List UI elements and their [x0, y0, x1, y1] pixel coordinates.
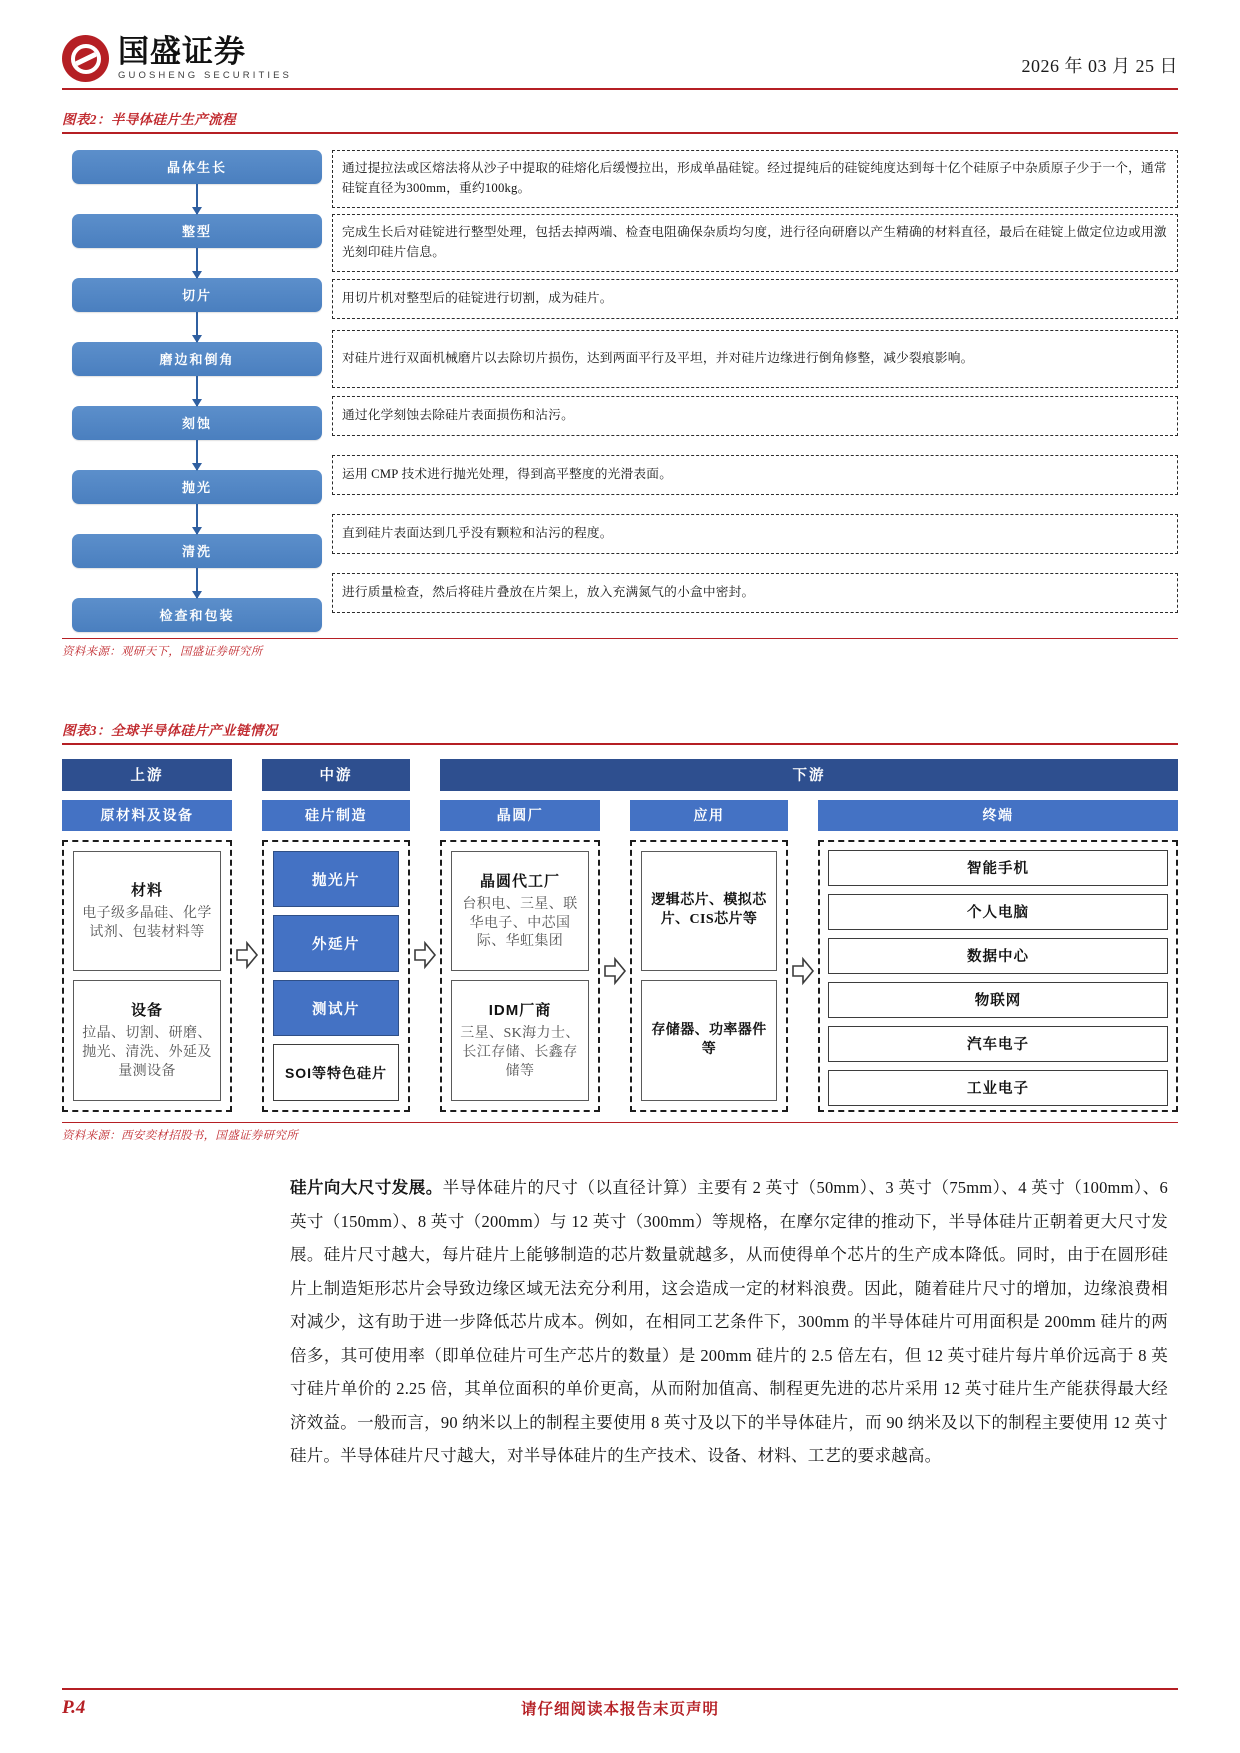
footer-row [62, 1697, 1178, 1719]
chain-column-application [630, 791, 788, 1112]
list-item: 数据中心 [828, 938, 1168, 974]
flow-step-description: 用切片机对整型后的硅锭进行切割，成为硅片。 [332, 279, 1178, 319]
flow-step-description: 通过化学刻蚀去除硅片表面损伤和沾污。 [332, 396, 1178, 436]
figure-2-title: 图表2：半导体硅片生产流程 [62, 112, 236, 127]
flow-step-box: 整型 [72, 214, 322, 248]
application-group [630, 840, 788, 1112]
flow-step-box: 切片 [72, 278, 322, 312]
terminal-group [818, 840, 1178, 1112]
card-test-wafer: 测试片 [273, 980, 399, 1037]
list-item: 个人电脑 [828, 894, 1168, 930]
wafer-production-flowchart [62, 134, 1178, 638]
card-title: 设备 [130, 1002, 163, 1020]
card-foundry [451, 851, 589, 972]
terminal-list [828, 850, 1168, 1106]
list-item: 汽车电子 [828, 1026, 1168, 1062]
page-footer [62, 1688, 1178, 1719]
card-text: 电子级多晶硅、化学试剂、包装材料等 [82, 906, 212, 941]
flow-arrow-icon [196, 376, 198, 406]
flow-arrow-icon [196, 248, 198, 278]
segment-band-application: 应用 [630, 800, 788, 831]
flow-step-description: 直到硅片表面达到几乎没有颗粒和沾污的程度。 [332, 514, 1178, 554]
fab-group [440, 840, 600, 1112]
flow-step-description: 通过提拉法或区熔法将从沙子中提取的硅熔化后缓慢拉出，形成单晶硅锭。经过提纯后的硅锭纯度达到每十亿个硅原子中杂质原子少于一个，通常硅锭直径为300mm，重约100kg。 [332, 150, 1178, 208]
upstream-group [62, 840, 232, 1112]
downstream-subcolumns [440, 791, 1178, 1112]
card-text: 台积电、三星、联华电子、中芯国际、华虹集团 [462, 896, 578, 950]
flow-step-box: 晶体生长 [72, 150, 322, 184]
flow-step-box: 磨边和倒角 [72, 342, 322, 376]
card-text: 拉晶、切割、研磨、抛光、清洗、外延及量测设备 [82, 1026, 212, 1079]
segment-band-raw-materials: 原材料及设备 [62, 800, 232, 831]
card-text: 存储器、功率器件等 [651, 1022, 767, 1057]
figure-3-source: 资料来源：西安奕材招股书，国盛证券研究所 [62, 1130, 298, 1143]
flowchart-step-column [62, 150, 332, 632]
report-date: 2026 年 03 月 25 日 [1021, 56, 1178, 76]
chevron-right-icon [410, 940, 440, 970]
flow-arrow-icon [196, 312, 198, 342]
flow-arrow-icon [196, 440, 198, 470]
header-divider [62, 88, 1178, 90]
card-epitaxial-wafer: 外延片 [273, 915, 399, 972]
figure-2 [62, 108, 1178, 659]
flow-step-description: 对硅片进行双面机械磨片以去除切片损伤，达到两面平行及平坦，并对硅片边缘进行倒角修整，减少裂痕影响。 [332, 330, 1178, 388]
tier-band-upstream: 上游 [62, 759, 232, 791]
card-title: 晶圆代工厂 [479, 872, 560, 890]
flow-step-description: 完成生长后对硅锭进行整型处理，包括去掉两端、检查电阻确保杂质均匀度，进行径向研磨以产生精确的材料直径，最后在硅锭上做定位边或用激光刻印硅片信息。 [332, 214, 1178, 272]
card-title: IDM厂商 [488, 1002, 552, 1020]
figure-3-title: 图表3：全球半导体硅片产业链情况 [62, 723, 278, 739]
segment-band-wafer-manufacturing: 硅片制造 [262, 800, 410, 831]
figure-3 [62, 719, 1178, 1143]
chain-column-upstream [62, 759, 232, 1112]
chain-column-terminal [818, 791, 1178, 1112]
chevron-right-icon [600, 956, 630, 986]
paragraph-text: 半导体硅片的尺寸（以直径计算）主要有 2 英寸（50mm）、3 英寸（75mm）、4 英寸（100mm）、6 英寸（150mm）、8 英寸（200mm）与 12 英寸（300mm）等规格，在摩尔定律的推动下，半导体硅片正朝着更大尺寸发展。硅片尺寸越大，每片硅片上能够制造的芯片数量就越多，从而使得单个芯片的生产成本降低。同时，由于在圆形硅片上制造矩形芯片会导致边缘区域无法充分利用，这会造成一定的材料浪费。因此，随着硅片尺寸的增加，边缘浪费相对减少，这有助于进一步降低芯片成本。例如，在相同工艺条件下，300mm 的半导体硅片可用面积是 200mm 硅片的两倍多，其可使用率（即单位硅片可生产芯片的数量）是 200mm 硅片的 2.5 倍左右，但 12 英寸硅片每片单价远高于 8 英寸硅片单价的 2.25 倍，其单位面积的单价更高，从而附加值高、制程更先进的芯片采用 12 英寸硅片生产能获得最大经济效益。一般而言，90 纳米以上的制程主要使用 8 英寸及以下的半导体硅片，而 90 纳米及以下的制程主要使用 12 英寸硅片。半导体硅片尺寸越大，对半导体硅片的生产技术、设备、材料、工艺的要求越高。 [290, 1178, 1168, 1466]
flow-arrow-icon [196, 568, 198, 598]
industry-chain-diagram [62, 745, 1178, 1122]
chain-column-fab [440, 791, 600, 1112]
card-title: 材料 [130, 882, 163, 900]
chain-column-midstream [262, 759, 410, 1112]
footer-disclaimer: 请仔细阅读本报告末页声明 [520, 1701, 719, 1718]
card-text: 逻辑芯片、模拟芯片、CIS芯片等 [651, 893, 767, 928]
midstream-group [262, 840, 410, 1112]
card-equipment [73, 980, 221, 1101]
card-memory-power [641, 980, 777, 1101]
list-item: 工业电子 [828, 1070, 1168, 1106]
list-item: 智能手机 [828, 850, 1168, 886]
card-polished-wafer: 抛光片 [273, 851, 399, 908]
list-item: 物联网 [828, 982, 1168, 1018]
figure-2-source: 资料来源：观研天下，国盛证券研究所 [62, 646, 263, 659]
flow-step-box: 刻蚀 [72, 406, 322, 440]
chevron-right-icon [232, 940, 262, 970]
flow-arrow-icon [196, 184, 198, 214]
paragraph-lead: 硅片向大尺寸发展。 [290, 1178, 443, 1198]
flowchart-description-column [332, 150, 1178, 632]
tier-band-midstream: 中游 [262, 759, 410, 791]
flow-step-description: 进行质量检查，然后将硅片叠放在片架上，放入充满氮气的小盒中密封。 [332, 573, 1178, 613]
flow-step-description: 运用 CMP 技术进行抛光处理，得到高平整度的光滑表面。 [332, 455, 1178, 495]
footer-divider [62, 1688, 1178, 1690]
segment-band-fab: 晶圆厂 [440, 800, 600, 831]
page-header [62, 0, 1178, 82]
flow-step-box: 抛光 [72, 470, 322, 504]
brand-name-cn: 国盛证券 [118, 34, 246, 70]
guosheng-logo-icon [62, 35, 109, 82]
brand-name-en: GUOSHENG SECURITIES [118, 70, 292, 82]
card-logic-chips [641, 851, 777, 972]
flow-step-box: 清洗 [72, 534, 322, 568]
tier-band-downstream: 下游 [440, 759, 1178, 791]
body-paragraph [290, 1171, 1168, 1472]
card-idm [451, 980, 589, 1101]
chain-column-downstream [440, 759, 1178, 1112]
card-soi-wafer: SOI等特色硅片 [273, 1044, 399, 1101]
flow-step-box: 检查和包装 [72, 598, 322, 632]
page-number: P.4 [62, 1697, 86, 1718]
brand-logo [62, 35, 292, 82]
card-materials [73, 851, 221, 972]
flow-arrow-icon [196, 504, 198, 534]
brand-logo-text [118, 36, 292, 81]
card-text: 三星、SK海力士、长江存储、长鑫存储等 [460, 1026, 580, 1079]
chevron-right-icon [788, 956, 818, 986]
segment-band-terminal: 终端 [818, 800, 1178, 831]
